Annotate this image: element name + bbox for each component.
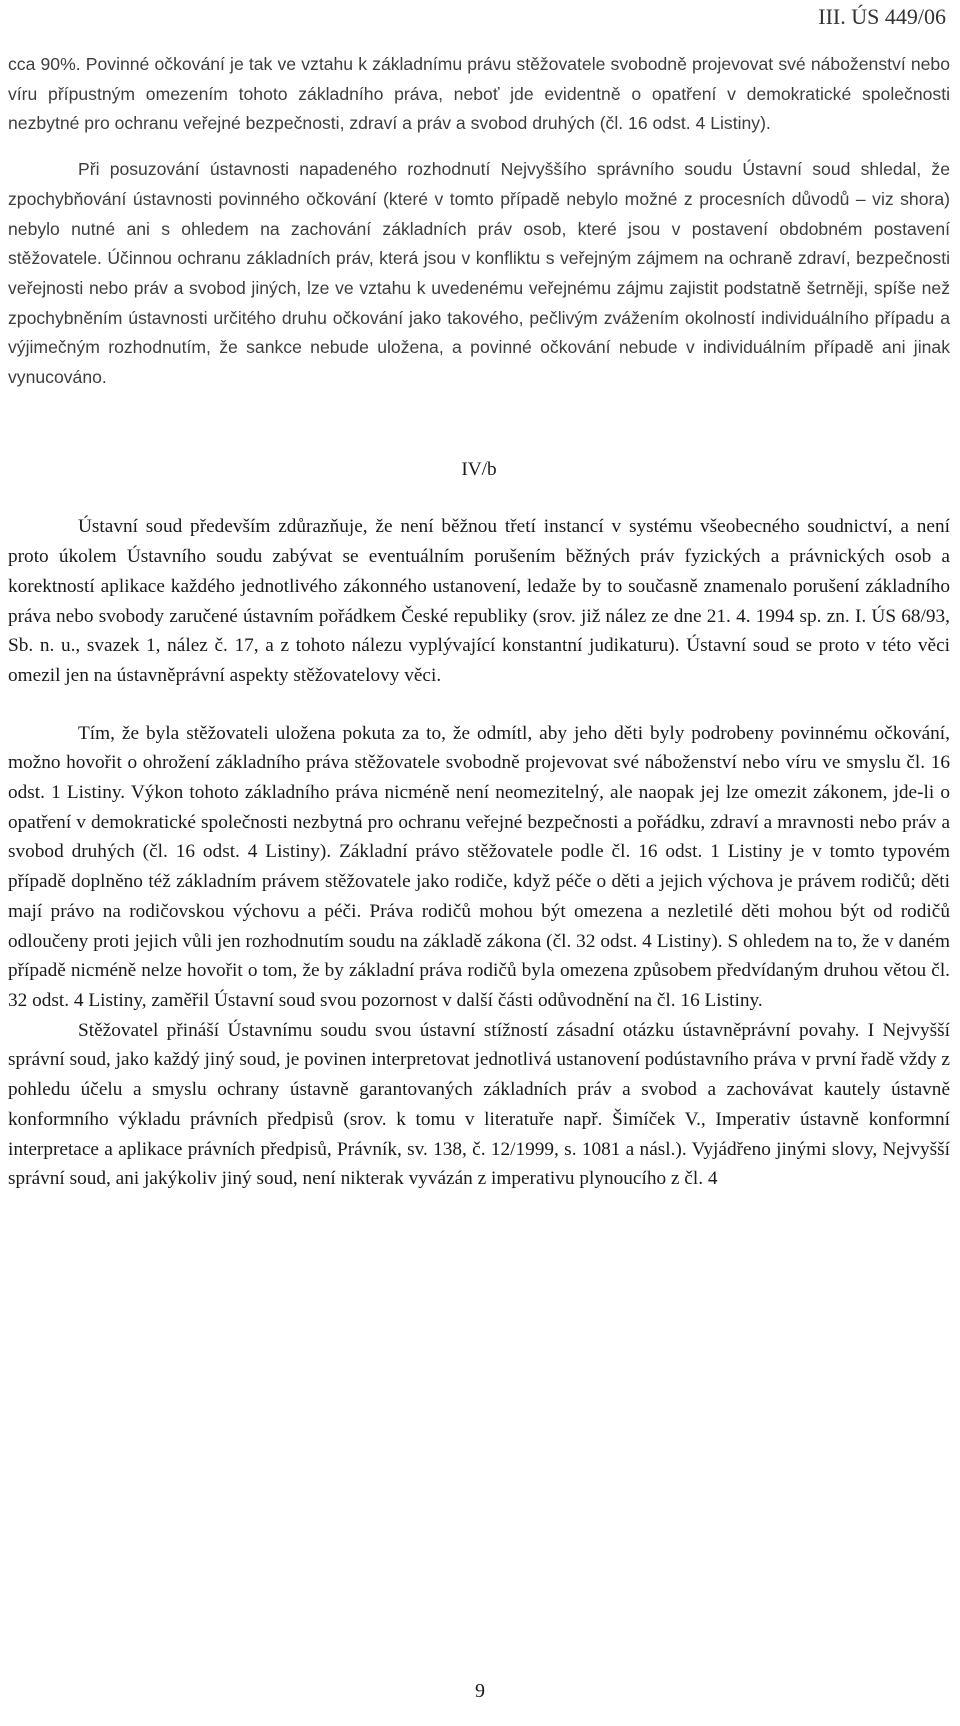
paragraph-constitutional-review: Při posuzování ústavnosti napadeného rozhodnutí Nejvyššího správního soudu Ústavní soud shledal, že zpochybňování ústavnosti povinného očkování (které v tomto případě nebylo možné z procesních důvodů – viz shora) nebylo nutné ani s ohledem na zachování základních práv osob, které jsou v postavení obdobném postavení stěžovatele. Účinnou ochranu základních práv, která jsou v konfliktu s veřejným zájmem na ochraně zdraví, bezpečnosti veřejnosti nebo práv a svobod jiných, lze ve vztahu k uvedenému veřejnému zájmu zajistit podstatně šetrněji, spíše než zpochybněním ústavnosti určitého druhu očkování jako takového, pečlivým zvážením okolností individuálního případu a výjimečným rozhodnutím, že sankce nebude uložena, a povinné očkování nebude v individuálním případě ani jinak vynucováno. — [8, 159, 950, 388]
page-number: 9 — [475, 1680, 485, 1702]
paragraph-court-role: Ústavní soud především zdůrazňuje, že není běžnou třetí instancí v systému všeobecného soudnictví, a není proto úkolem Ústavního soudu zabývat se eventuálním porušením běžných práv fyzických a právnických osob a korektností aplikace každého jednotlivého zákonného ustanovení, ledaže by to současně znamenalo porušení základního práva nebo svobody zaručené ústavním pořádkem České republiky (srov. již nález ze dne 21. 4. 1994 sp. zn. I. ÚS 68/93, Sb. n. u., svazek 1, nález č. 17, a z tohoto nálezu vyplývající konstantní judikaturu). Ústavní soud se proto v této věci omezil jen na ústavněprávní aspekty stěžovatelovy věci. — [8, 516, 950, 686]
document-body — [8, 50, 950, 1194]
paragraph-constitutional-question: Stěžovatel přináší Ústavnímu soudu svou ústavní stížností zásadní otázku ústavněprávní povahy. I Nejvyšší správní soud, jako každý jiný soud, je povinen interpretovat jednotlivá ustanovení podústavního práva v první řadě vždy z pohledu účelu a smyslu ochrany ústavně garantovaných základních práv a svobod a zachovávat kautely ústavně konformního výkladu právních předpisů (srov. k tomu v literatuře např. Šimíček V., Imperativ ústavně konformní interpretace a aplikace právních předpisů, Právník, sv. 138, č. 12/1999, s. 1081 a násl.). Vyjádřeno jinými slovy, Nejvyšší správní soud, ani jakýkoliv jiný soud, není nikterak vyvázán z imperativu plynoucího z čl. 4 — [8, 1019, 950, 1190]
case-number-header: III. ÚS 449/06 — [818, 4, 946, 29]
paragraph-continuation: cca 90%. Povinné očkování je tak ve vztahu k základnímu právu stěžovatele svobodně projevovat své náboženství nebo víru přípustným omezením tohoto základního práva, neboť jde evidentně o opatření v demokratické společnosti nezbytné pro ochranu veřejné bezpečnosti, zdraví a práv a svobod druhých (čl. 16 odst. 4 Listiny). — [8, 54, 950, 134]
paragraph-fine-vaccination: Tím, že byla stěžovateli uložena pokuta za to, že odmítl, aby jeho děti byly podrobeny povinnému očkování, možno hovořit o ohrožení základního práva stěžovatele svobodně projevovat své náboženství nebo víru ve smyslu čl. 16 odst. 1 Listiny. Výkon tohoto základního práva nicméně není neomezitelný, ale naopak jej lze omezit zákonem, jde-li o opatření v demokratické společnosti nezbytná pro ochranu veřejné bezpečnosti a pořádku, zdraví a mravnosti nebo práv a svobod druhých (čl. 16 odst. 4 Listiny). Základní právo stěžovatele podle čl. 16 odst. 1 Listiny je v tomto typovém případě doplněno též základním právem stěžovatele jako rodiče, když péče o děti a jejich výchova je právem rodičů; děti mají právo na rodičovskou výchovu a péči. Práva rodičů mohou být omezena a nezletilé děti mohou být od rodičů odloučeny proti jejich vůli jen rozhodnutím soudu na základě zákona (čl. 32 odst. 4 Listiny). S ohledem na to, že v daném případě nicméně nelze hovořit o tom, že by základní práva rodičů byla omezena způsobem předvídaným druhou větou čl. 32 odst. 4 Listiny, zaměřil Ústavní soud svou pozornost v další části odůvodnění na čl. 16 Listiny. — [8, 722, 950, 1011]
section-heading: IV/b — [461, 458, 497, 480]
